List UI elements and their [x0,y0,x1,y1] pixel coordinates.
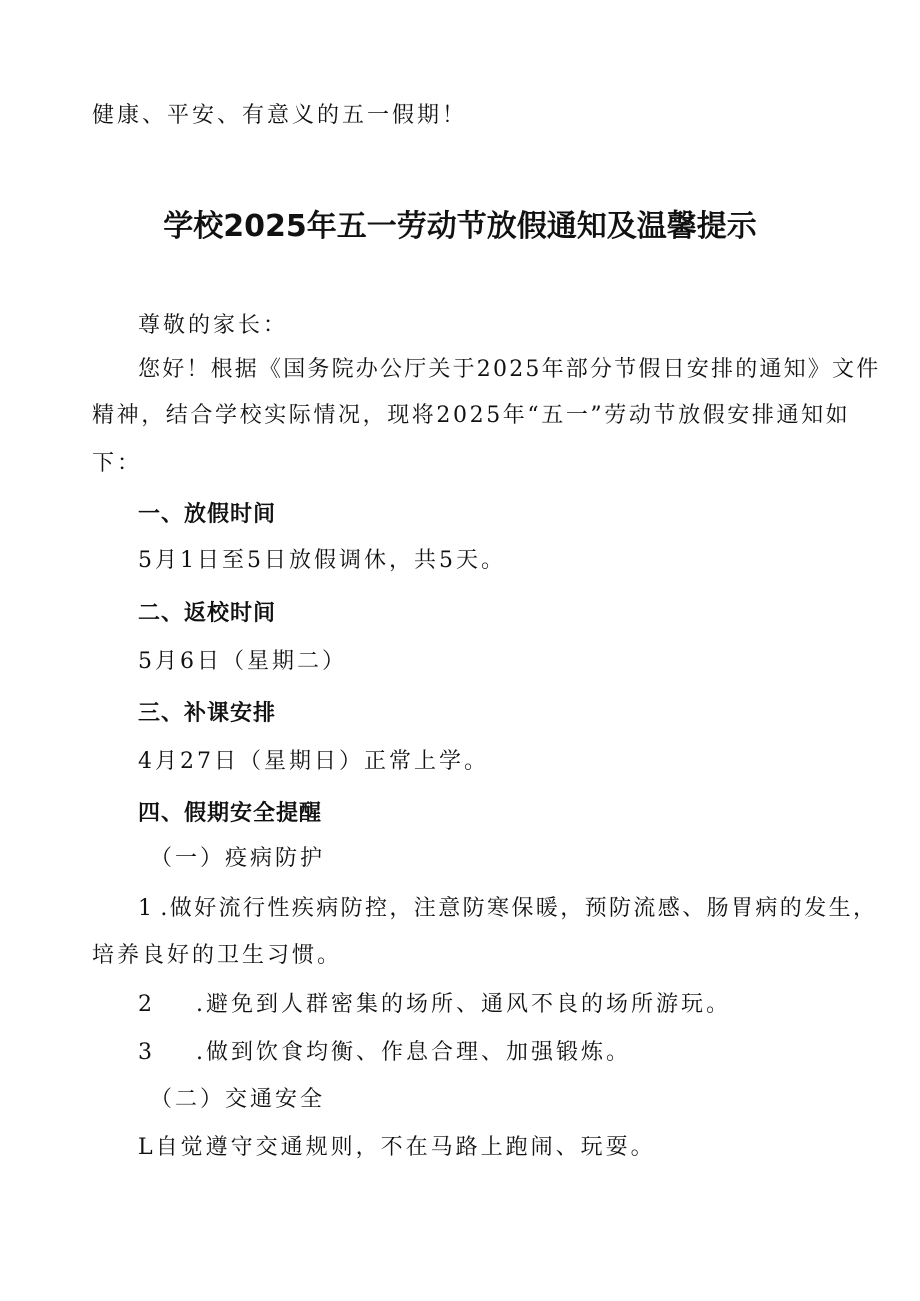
item-number: 2 [138,992,155,1017]
subsection-traffic-safety: （二）交通安全 [150,1087,326,1112]
safety-item-3 [138,1042,631,1064]
top-line: 健康、平安、有意义的五一假期！ [92,103,468,128]
item-number: 3 [138,1040,155,1065]
safety-item-2 [138,994,731,1016]
section-heading-2: 二、返校时间 [138,601,277,626]
subsection-disease-prevention: （一）疫病防护 [150,846,326,871]
item-number: 1 [138,896,155,921]
item-text: .避免到人群密集的场所、通风不良的场所游玩。 [196,992,731,1017]
safety-item-1 [138,898,877,920]
section-heading-3: 三、补课安排 [138,701,277,726]
item-text: .做到饮食均衡、作息合理、加强锻炼。 [196,1040,631,1065]
section-body-3: 4月27日（星期日）正常上学。 [138,749,489,774]
intro-line-1: 您好！根据《国务院办公厅关于2025年部分节假日安排的通知》文件 [138,357,881,382]
safety-item-1-continued: 培养良好的卫生习惯。 [92,943,343,968]
intro-line-3: 下： [92,451,143,476]
document-title: 学校2025年五一劳动节放假通知及温馨提示 [163,209,757,244]
item-text: .做好流行性疾病防控，注意防寒保暖，预防流感、肠胃病的发生， [160,896,878,921]
safety-item-4: L自觉遵守交通规则，不在马路上跑闹、玩耍。 [138,1135,656,1160]
salutation: 尊敬的家长： [138,313,289,338]
section-heading-1: 一、放假时间 [138,502,277,527]
section-heading-4: 四、假期安全提醒 [138,801,323,826]
section-body-1: 5月1日至5日放假调休，共5天。 [138,548,506,573]
section-body-2: 5月6日（星期二） [138,649,347,674]
intro-line-2: 精神，结合学校实际情况，现将2025年“五一”劳动节放假安排通知如 [92,403,851,428]
